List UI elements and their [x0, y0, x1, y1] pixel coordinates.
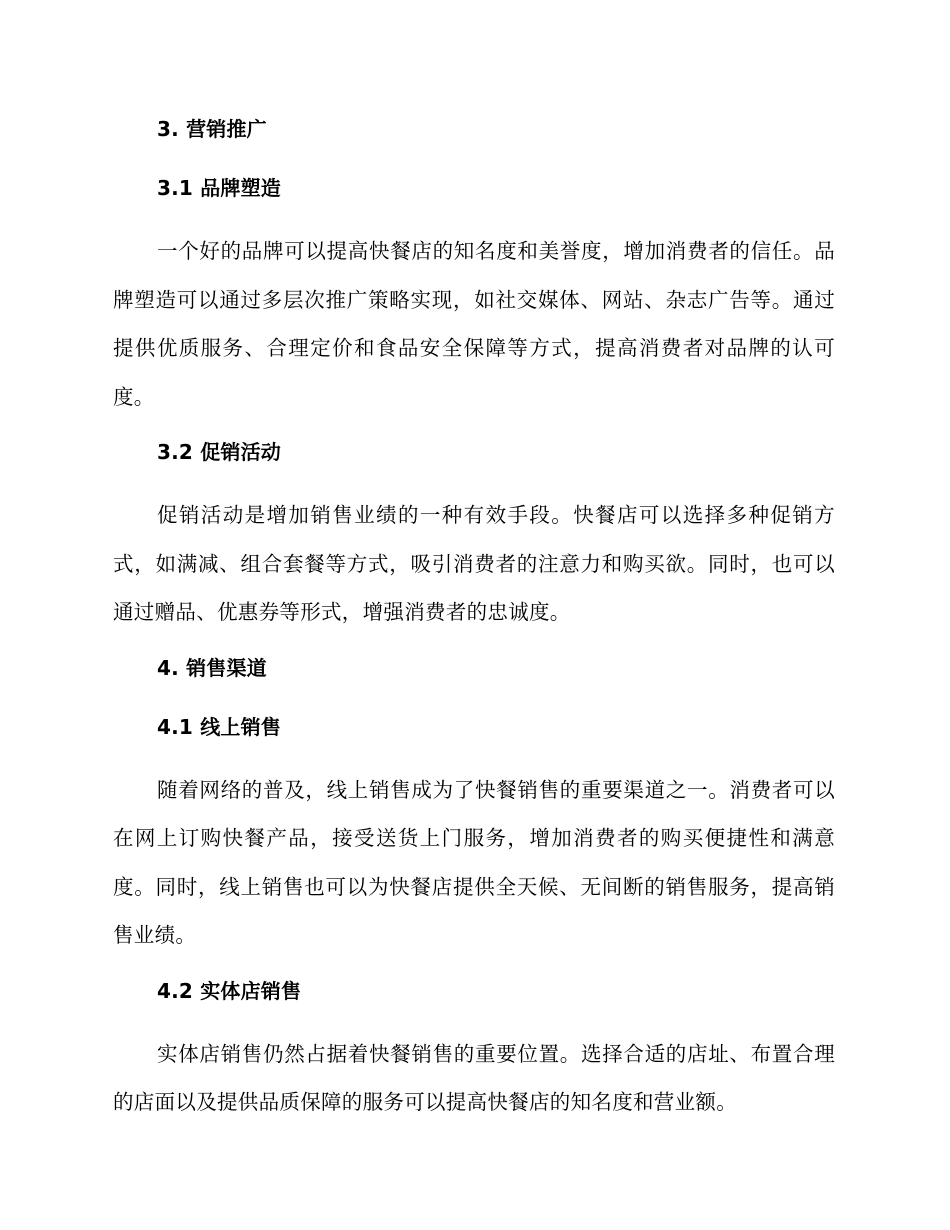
- paragraph-promotions: 促销活动是增加销售业绩的一种有效手段。快餐店可以选择多种促销方式，如满减、组合套餐等方式，吸引消费者的注意力和购买欲。同时，也可以通过赠品、优惠券等形式，增强消费者的忠诚度。: [113, 503, 835, 624]
- section-heading-marketing: 3. 营销推广: [157, 117, 267, 141]
- subsection-heading-physical-store-sales: 4.2 实体店销售: [157, 978, 302, 1003]
- document-content: [113, 113, 835, 1127]
- paragraph-brand-building: 一个好的品牌可以提高快餐店的知名度和美誉度，增加消费者的信任。品牌塑造可以通过多层次推广策略实现，如社交媒体、网站、杂志广告等。通过提供优质服务、合理定价和食品安全保障等方式，提高消费者对品牌的认可度。: [113, 239, 835, 409]
- paragraph-physical-store-sales: 实体店销售仍然占据着快餐销售的重要位置。选择合适的店址、布置合理的店面以及提供品质保障的服务可以提高快餐店的知名度和营业额。: [113, 1041, 835, 1114]
- subsection-heading-promotions: 3.2 促销活动: [157, 440, 281, 464]
- subsection-heading-online-sales: 4.1 线上销售: [157, 714, 281, 739]
- subsection-heading-brand-building: 3.1 品牌塑造: [157, 176, 281, 200]
- paragraph-online-sales: 随着网络的普及，线上销售成为了快餐销售的重要渠道之一。消费者可以在网上订购快餐产品，接受送货上门服务，增加消费者的购买便捷性和满意度。同时，线上销售也可以为快餐店提供全天候、无间断的销售服务，提高销售业绩。: [113, 777, 835, 947]
- section-heading-sales-channels: 4. 销售渠道: [157, 655, 267, 680]
